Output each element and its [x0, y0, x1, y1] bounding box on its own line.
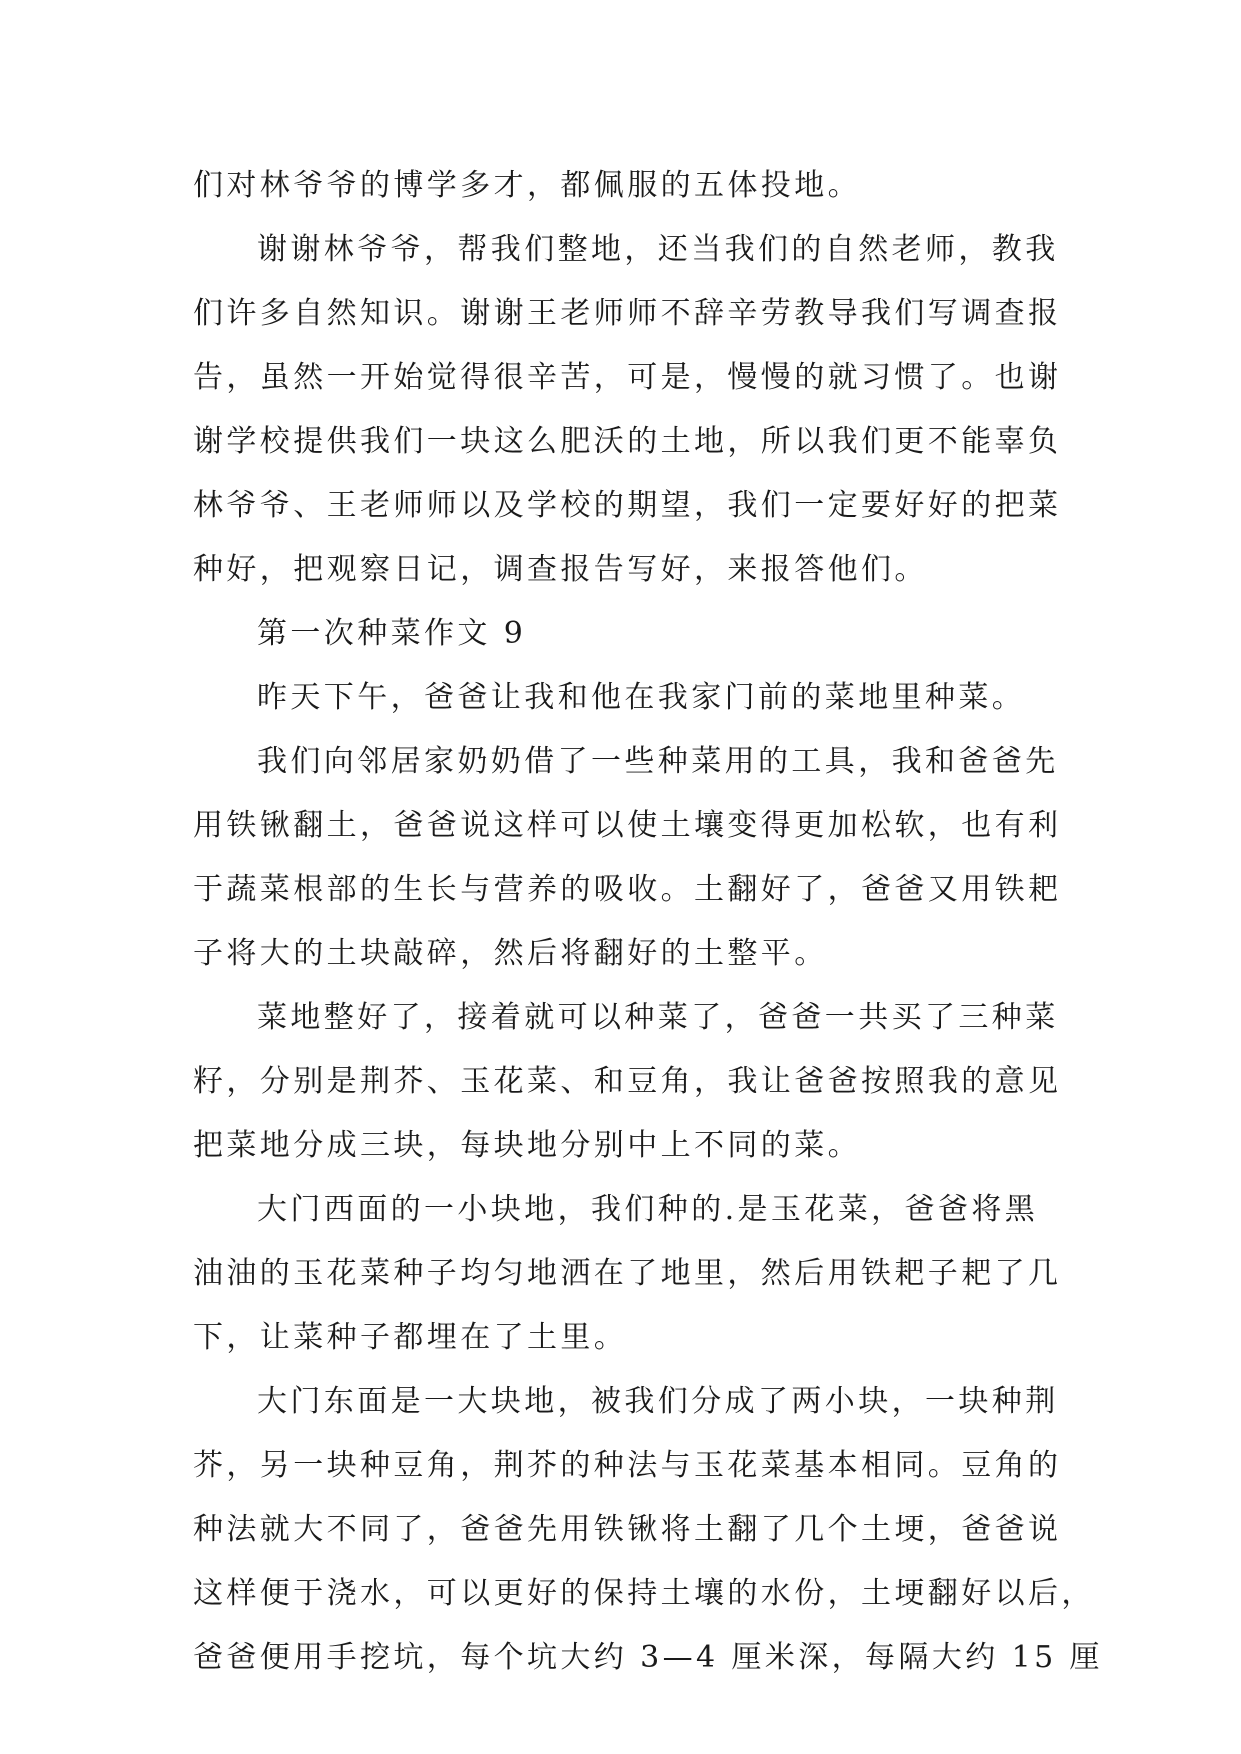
text-line: 谢谢林爷爷，帮我们整地，还当我们的自然老师，教我 [257, 232, 1059, 267]
text-line: 们对林爷爷的博学多才，都佩服的五体投地。 [193, 168, 861, 203]
text-line: 们许多自然知识。谢谢王老师师不辞辛劳教导我们写调查报 [193, 296, 1062, 331]
text-line: 我们向邻居家奶奶借了一些种菜用的工具，我和爸爸先 [257, 744, 1059, 779]
text-line: 把菜地分成三块，每块地分别中上不同的菜。 [193, 1128, 861, 1163]
text-line: 菜地整好了，接着就可以种菜了，爸爸一共买了三种菜 [257, 1000, 1059, 1035]
text-line: 种好，把观察日记，调查报告写好，来报答他们。 [193, 552, 928, 587]
text-line: 这样便于浇水，可以更好的保持土壤的水份，土埂翻好以后， [193, 1576, 1095, 1611]
text-line: 爸爸便用手挖坑，每个坑大约 3—4 厘米深，每隔大约 15 厘 [193, 1640, 1103, 1675]
text-line: 种法就大不同了，爸爸先用铁锹将土翻了几个土埂，爸爸说 [193, 1512, 1062, 1547]
text-line: 油油的玉花菜种子均匀地洒在了地里，然后用铁耙子耙了几 [193, 1256, 1062, 1291]
body-text [193, 154, 1103, 1690]
text-line: 大门西面的一小块地，我们种的.是玉花菜，爸爸将黑 [257, 1192, 1039, 1227]
text-line: 用铁锹翻土，爸爸说这样可以使土壤变得更加松软，也有利 [193, 808, 1062, 843]
text-line: 于蔬菜根部的生长与营养的吸收。土翻好了，爸爸又用铁耙 [193, 872, 1062, 907]
text-line: 下，让菜种子都埋在了土里。 [193, 1320, 628, 1355]
text-line: 子将大的土块敲碎，然后将翻好的土整平。 [193, 936, 828, 971]
text-line: 大门东面是一大块地，被我们分成了两小块，一块种荆 [257, 1384, 1059, 1419]
text-line: 昨天下午，爸爸让我和他在我家门前的菜地里种菜。 [257, 680, 1026, 715]
text-line: 籽，分别是荆芥、玉花菜、和豆角，我让爸爸按照我的意见 [193, 1064, 1062, 1099]
section-heading: 第一次种菜作文 9 [257, 616, 527, 651]
text-line: 告，虽然一开始觉得很辛苦，可是，慢慢的就习惯了。也谢 [193, 360, 1062, 395]
text-line: 林爷爷、王老师师以及学校的期望，我们一定要好好的把菜 [193, 488, 1062, 523]
text-line: 谢学校提供我们一块这么肥沃的土地，所以我们更不能辜负 [193, 424, 1062, 459]
text-line: 芥，另一块种豆角，荆芥的种法与玉花菜基本相同。豆角的 [193, 1448, 1062, 1483]
